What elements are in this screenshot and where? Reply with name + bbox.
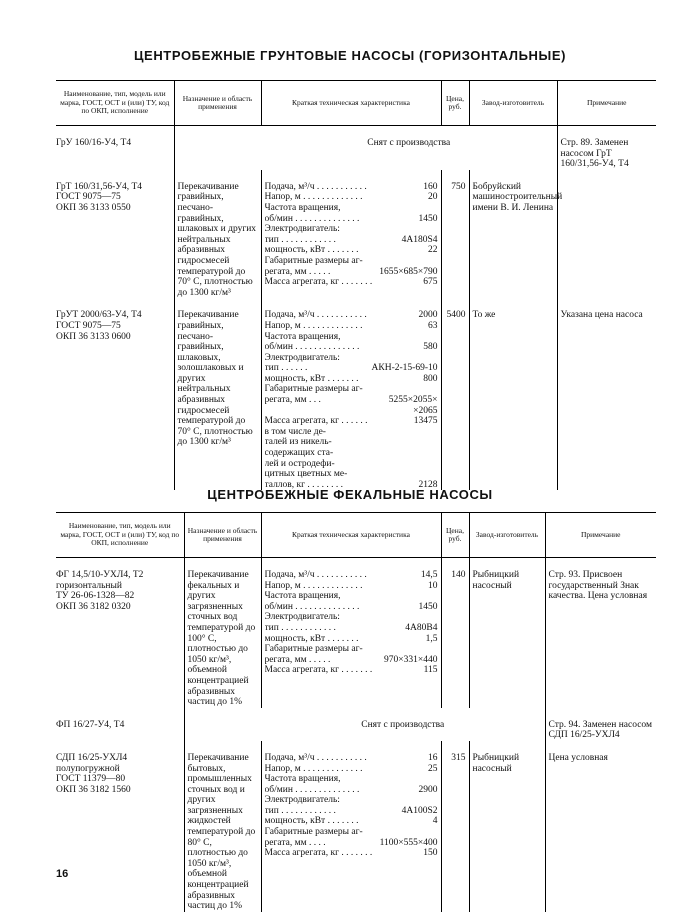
table-row: [56, 126, 656, 170]
spec-label: тип . . . . . . . . . . . .: [264, 622, 336, 633]
spec-value: 1450: [418, 213, 438, 224]
spec-value: [436, 224, 438, 235]
spec-value: ×2065: [413, 405, 438, 416]
spec-label: регата, мм . . . .: [264, 837, 326, 848]
spec-line: [265, 245, 438, 256]
cell-maker: То же: [469, 298, 557, 490]
spec-label: тип . . . . . .: [264, 363, 308, 374]
spec-label: таллов, кг . . . . . . . .: [264, 479, 344, 490]
spec-label: Электродвигатель:: [264, 352, 340, 363]
spec-label: Подача, м³/ч . . . . . . . . . . .: [264, 181, 367, 192]
spec-label: регата, мм . . . . .: [264, 654, 331, 665]
cell-note: Цена условная: [545, 741, 656, 912]
header-purpose: Назначение и область применения: [174, 81, 261, 126]
spec-label: мощность, кВт . . . . . . .: [264, 245, 359, 256]
spec-line: [265, 753, 438, 764]
cell-name: ФП 16/27-У4, Т4: [56, 719, 125, 730]
spec-line: [265, 363, 438, 374]
spec-line: [265, 342, 438, 353]
spec-line: [265, 256, 438, 267]
spec-line: [265, 816, 438, 827]
table-row: [56, 558, 656, 708]
header-note: Примечание: [557, 81, 656, 126]
header-name: Наименование, тип, модель или марка, ГОСТ, ОСТ и (или) ТУ, код по ОКП, исполнение: [56, 81, 174, 126]
spec-value: 4А180S4: [401, 234, 438, 245]
spec-line: [265, 395, 438, 406]
cell-purpose: Перекачивание гравийных, песчано-гравийных, шлаковых и других нейтральных абразивных гидросмесей температурой до 70° С, плотностью до 1300 кг/м³: [174, 170, 261, 299]
spec-value: [436, 353, 438, 364]
spec-line: [265, 591, 438, 602]
spec-label: Частота вращения,: [264, 331, 341, 342]
spec-label: Напор, м . . . . . . . . . . . . .: [264, 192, 363, 203]
spec-line: [265, 785, 438, 796]
spec-line: [265, 416, 438, 427]
spec-label: содержащих ста-: [264, 448, 334, 459]
spec-value: [436, 448, 438, 459]
table-row: [56, 298, 656, 490]
spec-label: регата, мм . . .: [264, 395, 321, 406]
spec-value: [436, 427, 438, 438]
cell-name: СДП 16/25-УХЛ4 полупогружной ГОСТ 11379—80 ОКП 36 3182 1560: [56, 752, 131, 795]
spec-line: [265, 774, 438, 785]
spec-value: 2000: [418, 310, 438, 321]
spec-value: 160: [423, 181, 438, 192]
spec-label: об/мин . . . . . . . . . . . . . .: [264, 601, 360, 612]
header-note: Примечание: [545, 513, 656, 558]
spec-label: Габаритные размеры аг-: [264, 644, 363, 655]
spec-line: [265, 570, 438, 581]
spec-value: 800: [423, 373, 438, 384]
spec-value: 5255×2055×: [388, 395, 438, 406]
spec-value: 22: [428, 245, 438, 256]
spec-line: [265, 332, 438, 343]
spec-line: [265, 192, 438, 203]
cell-purpose: [174, 126, 261, 170]
spec-label: об/мин . . . . . . . . . . . . . .: [264, 342, 360, 353]
spec-line: [265, 806, 438, 817]
spec-line: [265, 644, 438, 655]
spec-value: [436, 612, 438, 623]
spec-label: мощность, кВт . . . . . . .: [264, 816, 359, 827]
spec-line: [265, 795, 438, 806]
spec-line: [265, 310, 438, 321]
spec-label: Масса агрегата, кг . . . . . . .: [264, 665, 373, 676]
table-row: [56, 741, 656, 912]
spec-line: [265, 267, 438, 278]
spec-value: 13475: [413, 416, 438, 427]
cell-purpose: Перекачивание гравийных, песчано-гравийных, шлаковых, золошлаковых и других нейтральных абразивных гидросмесей температурой до 70° С, плотностью до 1300 кг/м³: [174, 298, 261, 490]
spec-line: [265, 848, 438, 859]
spec-line: [265, 406, 438, 417]
cell-spec: [261, 558, 441, 708]
page-number: 16: [56, 868, 69, 880]
spec-label: Электродвигатель:: [264, 224, 340, 235]
spec-value: 115: [423, 665, 438, 676]
spec-line: [265, 427, 438, 438]
spec-label: тип . . . . . . . . . . . .: [264, 234, 336, 245]
spec-label: Частота вращения,: [264, 774, 341, 785]
spec-label: Масса агрегата, кг . . . . . . .: [264, 277, 373, 288]
spec-label: лей и остродефи-: [264, 458, 335, 469]
spec-value: 1450: [418, 601, 438, 612]
spec-value: 25: [428, 763, 438, 774]
spec-value: 63: [428, 320, 438, 331]
spec-value: 675: [423, 277, 438, 288]
section-title: ЦЕНТРОБЕЖНЫЕ ФЕКАЛЬНЫЕ НАСОСЫ: [207, 487, 493, 502]
spec-value: 4: [432, 816, 438, 827]
spec-label: Габаритные размеры аг-: [264, 384, 363, 395]
spec-value: [436, 332, 438, 343]
spec-label: об/мин . . . . . . . . . . . . . .: [264, 213, 360, 224]
spec-label: Электродвигатель:: [264, 795, 340, 806]
spec-label: тип . . . . . . . . . . . .: [264, 805, 336, 816]
spec-value: [436, 384, 438, 395]
cell-purpose: Перекачивание фекальных и других загрязненных сточных вод температурой до 100° С, плотностью до 1050 кг/м³, объемной концентрацией абразивных частиц до 1%: [184, 558, 261, 708]
spec-value: [436, 459, 438, 470]
spec-value: 20: [428, 192, 438, 203]
spec-line: [265, 838, 438, 849]
cell-note: Стр. 94. Заменен насосом СДП 16/25-УХЛ4: [545, 708, 656, 741]
cell-maker: Рыбницкий насосный: [469, 741, 545, 912]
cell-spec-removed: [261, 126, 557, 170]
header-spec: Краткая техническая характеристика: [261, 513, 441, 558]
spec-label: Напор, м . . . . . . . . . . . . .: [264, 580, 363, 591]
cell-price: 5400: [441, 298, 469, 490]
cell-spec: [261, 170, 441, 299]
cell-spec: [261, 741, 441, 912]
spec-label: талей из никель-: [264, 437, 332, 448]
spec-value: [436, 591, 438, 602]
spec-line: [265, 384, 438, 395]
spec-value: 4А100S2: [401, 805, 438, 816]
spec-label: Подача, м³/ч . . . . . . . . . . .: [264, 310, 367, 321]
spec-value: 14,5: [420, 570, 438, 580]
spec-line: [265, 353, 438, 364]
spec-line: [265, 827, 438, 838]
spec-value: 16: [428, 752, 438, 763]
spec-line: [265, 602, 438, 613]
cell-maker: Бобруйский машиностроительный имени В. И. Ленина: [469, 170, 557, 299]
cell-maker: Рыбницкий насосный: [469, 558, 545, 708]
spec-value: 2128: [418, 479, 438, 490]
cell-name: ГрТ 160/31,56-У4, Т4 ГОСТ 9075—75 ОКП 36 3133 0550: [56, 181, 143, 213]
spec-line: [265, 224, 438, 235]
spec-label: мощность, кВт . . . . . . .: [264, 373, 359, 384]
cell-note: Указана цена насоса: [557, 298, 656, 490]
header-maker: Завод-изготовитель: [469, 81, 557, 126]
spec-label: Масса агрегата, кг . . . . . .: [264, 416, 368, 427]
spec-value: [436, 256, 438, 267]
spec-value: 10: [428, 580, 438, 591]
cell-note: Стр. 89. Заменен насосом ГрТ 160/31,56-У4, Т4: [557, 126, 656, 170]
spec-line: [265, 321, 438, 332]
spec-value: 1100×555×400: [379, 837, 438, 848]
header-price: Цена, руб.: [441, 81, 469, 126]
cell-price: 315: [441, 741, 469, 912]
spec-value: 4А80В4: [405, 622, 438, 633]
spec-label: Частота вращения,: [264, 591, 341, 602]
spec-value: 580: [423, 342, 438, 353]
cell-note: [557, 170, 656, 299]
cell-purpose: Перекачивание бытовых, промышленных сточных вод и других загрязненных жидкостей температурой до 80° С, плотностью до 1050 кг/м³, объемной концентрацией абразивных частиц до 1%: [184, 741, 261, 912]
spec-value: [436, 203, 438, 214]
cell-name: ГрУ 160/16-У4, Т4: [56, 138, 132, 148]
spec-value: 1,5: [425, 633, 438, 644]
spec-line: [265, 214, 438, 225]
spec-label: Частота вращения,: [264, 202, 341, 213]
spec-line: [265, 634, 438, 645]
spec-value: [436, 437, 438, 448]
spec-value: [436, 774, 438, 785]
spec-label: цитных цветных ме-: [264, 469, 348, 480]
spec-label: об/мин . . . . . . . . . . . . . .: [264, 784, 360, 795]
spec-line: [265, 235, 438, 246]
header-price: Цена, руб.: [441, 513, 469, 558]
header-purpose: Назначение и область применения: [184, 513, 261, 558]
pump-table-fecal: [56, 512, 656, 912]
spec-label: Габаритные размеры аг-: [264, 255, 363, 266]
spec-line: [265, 277, 438, 288]
cell-name: ФГ 14,5/10-УХЛ4, Т2 горизонтальный ТУ 26-06-1328—82 ОКП 36 3182 0320: [56, 570, 144, 612]
spec-value: 970×331×440: [384, 654, 438, 665]
spec-label: Напор, м . . . . . . . . . . . . .: [264, 763, 363, 774]
spec-line: [265, 448, 438, 459]
cell-price: 140: [441, 558, 469, 708]
spec-value: [436, 827, 438, 838]
spec-line: [265, 469, 438, 480]
cell-name: ГрУТ 2000/63-У4, Т4 ГОСТ 9075—75 ОКП 36 3133 0600: [56, 310, 142, 342]
spec-line: [265, 581, 438, 592]
spec-label: Электродвигатель:: [264, 612, 340, 623]
cell-price: 750: [441, 170, 469, 299]
spec-label: регата, мм . . . . .: [264, 266, 331, 277]
spec-value: 150: [423, 848, 438, 859]
spec-line: [265, 203, 438, 214]
spec-line: [265, 764, 438, 775]
spec-line: [265, 612, 438, 623]
cell-note: Стр. 93. Присвоен государственный Знак качества. Цена условная: [545, 558, 656, 708]
removed-text: Снят с производства: [361, 719, 445, 730]
spec-value: 2900: [418, 784, 438, 795]
spec-label: Габаритные размеры аг-: [264, 827, 363, 838]
table-row: [56, 708, 656, 741]
spec-value: [436, 469, 438, 480]
cell-spec-removed: [261, 708, 545, 741]
spec-line: [265, 459, 438, 470]
spec-label: Подача, м³/ч . . . . . . . . . . .: [264, 752, 367, 763]
removed-text: Снят с производства: [367, 138, 451, 148]
spec-label: Подача, м³/ч . . . . . . . . . . .: [264, 570, 367, 580]
table-row: [56, 170, 656, 299]
header-name: Наименование, тип, модель или марка, ГОСТ, ОСТ и (или) ТУ, код по ОКП, исполнение: [56, 513, 184, 558]
spec-label: в том числе де-: [264, 426, 326, 437]
spec-label: Напор, м . . . . . . . . . . . . .: [264, 320, 363, 331]
spec-line: [265, 182, 438, 193]
spec-line: [265, 623, 438, 634]
section-title: ЦЕНТРОБЕЖНЫЕ ГРУНТОВЫЕ НАСОСЫ (ГОРИЗОНТАЛЬНЫЕ): [133, 48, 567, 63]
spec-line: [265, 374, 438, 385]
spec-value: 1655×685×790: [379, 266, 438, 277]
header-spec: Краткая техническая характеристика: [261, 81, 441, 126]
spec-line: [265, 655, 438, 666]
spec-label: Масса агрегата, кг . . . . . . .: [264, 848, 373, 859]
spec-value: [436, 795, 438, 806]
spec-line: [265, 437, 438, 448]
cell-spec: [261, 298, 441, 490]
header-maker: Завод-изготовитель: [469, 513, 545, 558]
spec-line: [265, 665, 438, 676]
spec-value: АКН-2-15-69-10: [371, 363, 438, 374]
cell-purpose: [184, 708, 261, 741]
pump-table-ground: [56, 80, 656, 490]
spec-value: [436, 644, 438, 655]
spec-label: мощность, кВт . . . . . . .: [264, 633, 359, 644]
